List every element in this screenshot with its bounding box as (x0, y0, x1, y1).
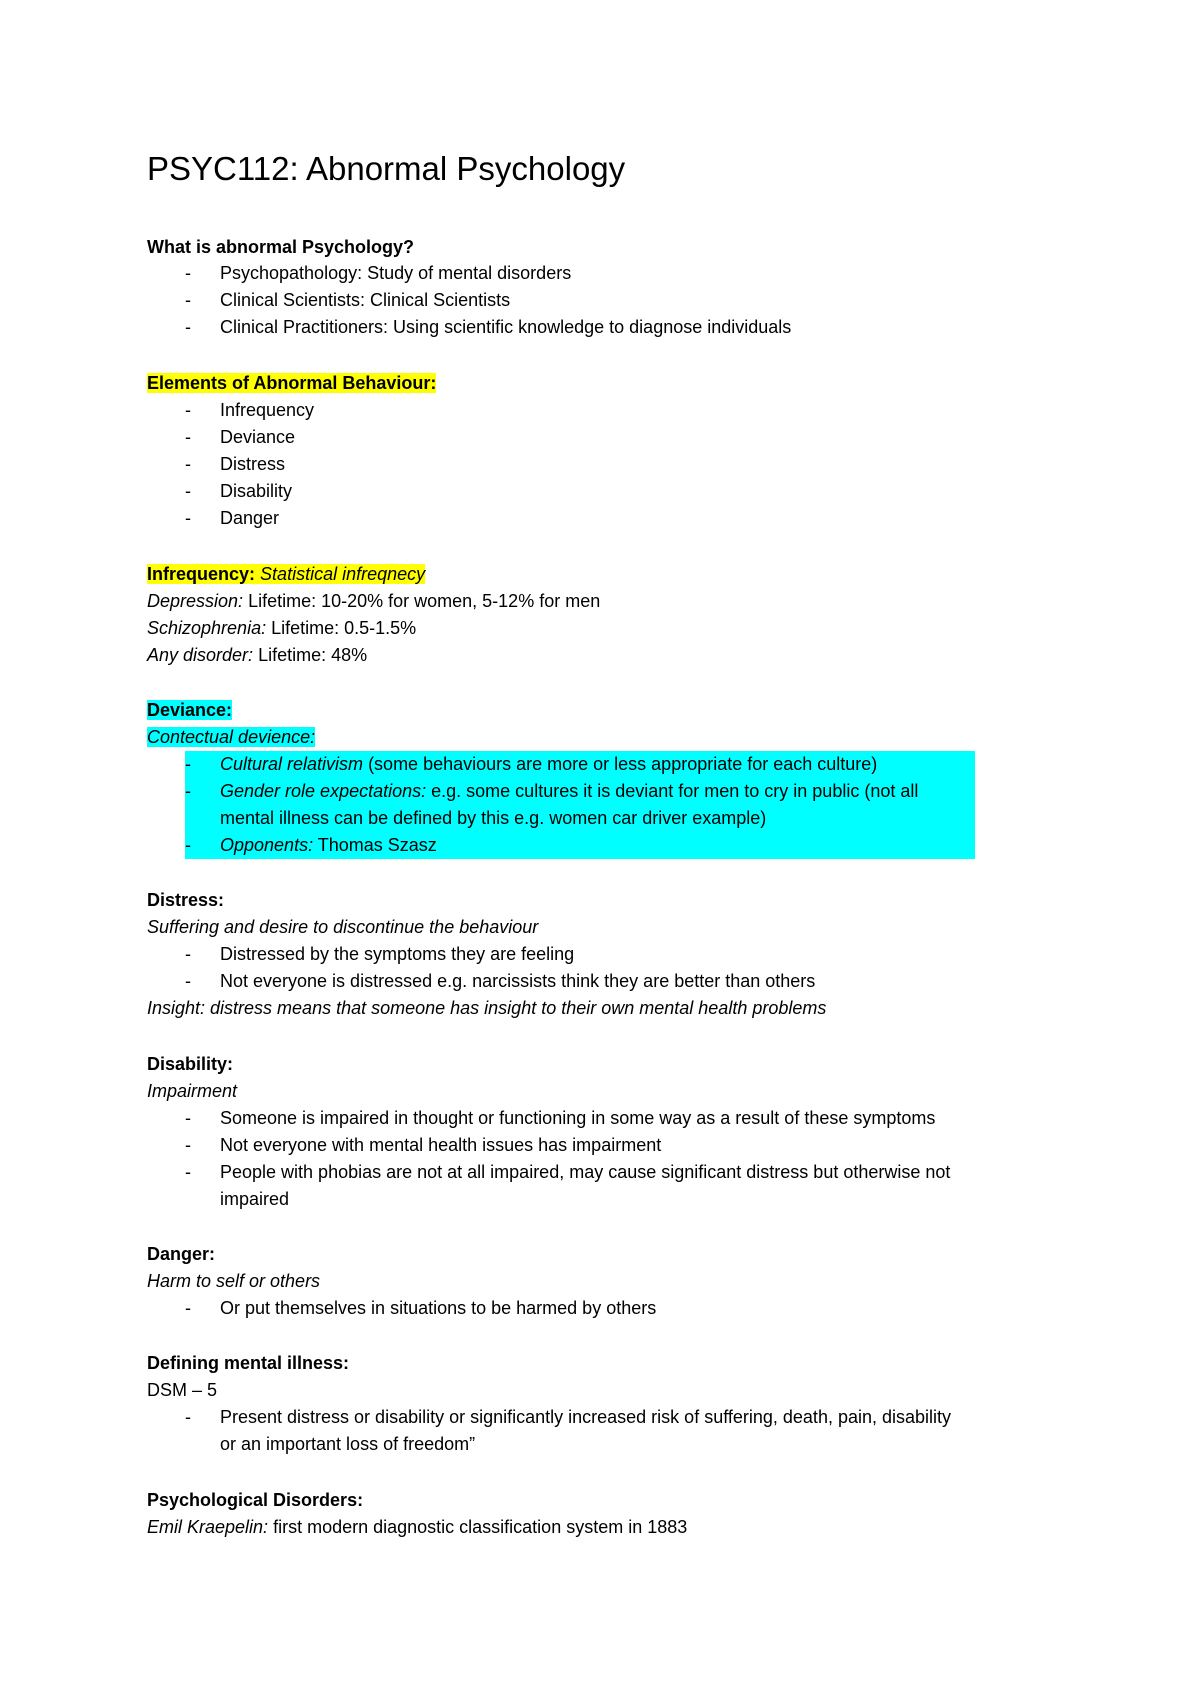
section-heading-disorders: Psychological Disorders: (147, 1490, 364, 1510)
section-heading-infrequency: Infrequency: Statistical infreqnecy (147, 564, 426, 584)
section-subheading: Harm to self or others (147, 1271, 321, 1291)
section-heading-danger: Danger: (147, 1244, 216, 1264)
section-note: Insight: distress means that someone has insight to their own mental health problems (147, 998, 827, 1018)
document-page: PSYC112: Abnormal Psychology What is abnormal Psychology? - Psychopathology: Study of mental disorders - Clinical Scientists: Clinical Scientists - Clinical Practitioners: Using scientific knowledge to diagnose individuals Elements of Abnormal Behaviour: - Infrequency - Deviance - Distress - Disability - Danger Infrequency: Statistical infreqnecy Depression: Lifetime: 10-20% for women, 5-12% for men Schizophrenia: Lifetime: 0.5-1.5% Any disorder: Lifetime: 48% Deviance: Contectual devience: - Cultural relativism (some behaviours are more or less appropriate for each culture) - Gender role expectations: e.g. some cultures it is deviant for men to cry in public (not all mental illness can be defined by this e.g. women car driver example) - Opponents: Thomas Szasz Distress: Suffering and desire to discontinue the behaviour - Distressed by the symptoms they are feeling - Not everyone is distressed e.g. narcissists think they are better than others Insight: distress means that someone has insight to their own mental health problems Disability: Impairment - Someone is impaired in thought or functioning in some way as a result of these symptoms - Not everyone with mental health issues has impairment - People with phobias are not at all impaired, may cause significant distress but otherwise not impaired Danger: Harm to self or others - Or put themselves in situations to be harmed by others Defining mental illness: DSM – 5 - Present distress or disability or significantly increased risk of suffering, death, pain, disability or an important loss of freedom” Psychological Disorders: Emil Kraepelin: first modern diagnostic classification system in 1883 (0, 0, 1200, 1698)
section-subheading: Contectual devience: (147, 727, 316, 747)
section-heading-deviance: Deviance: (147, 700, 233, 720)
section-heading-disability: Disability: (147, 1054, 234, 1074)
section-heading-elements: Elements of Abnormal Behaviour: (147, 373, 437, 393)
section-heading-distress: Distress: (147, 890, 225, 910)
section-heading-defining: Defining mental illness: (147, 1353, 350, 1373)
section-heading-what-is: What is abnormal Psychology? (147, 237, 415, 257)
section-subheading: DSM – 5 (147, 1380, 218, 1400)
section-text: Emil Kraepelin: first modern diagnostic classification system in 1883 (147, 1517, 688, 1537)
stat-row: Depression: Lifetime: 10-20% for women, 5-12% for men (147, 591, 601, 611)
stat-row: Schizophrenia: Lifetime: 0.5-1.5% (147, 618, 417, 638)
section-subheading: Impairment (147, 1081, 238, 1101)
section-subheading: Suffering and desire to discontinue the behaviour (147, 917, 539, 937)
stat-row: Any disorder: Lifetime: 48% (147, 645, 368, 665)
page-title: PSYC112: Abnormal Psychology (147, 150, 626, 187)
